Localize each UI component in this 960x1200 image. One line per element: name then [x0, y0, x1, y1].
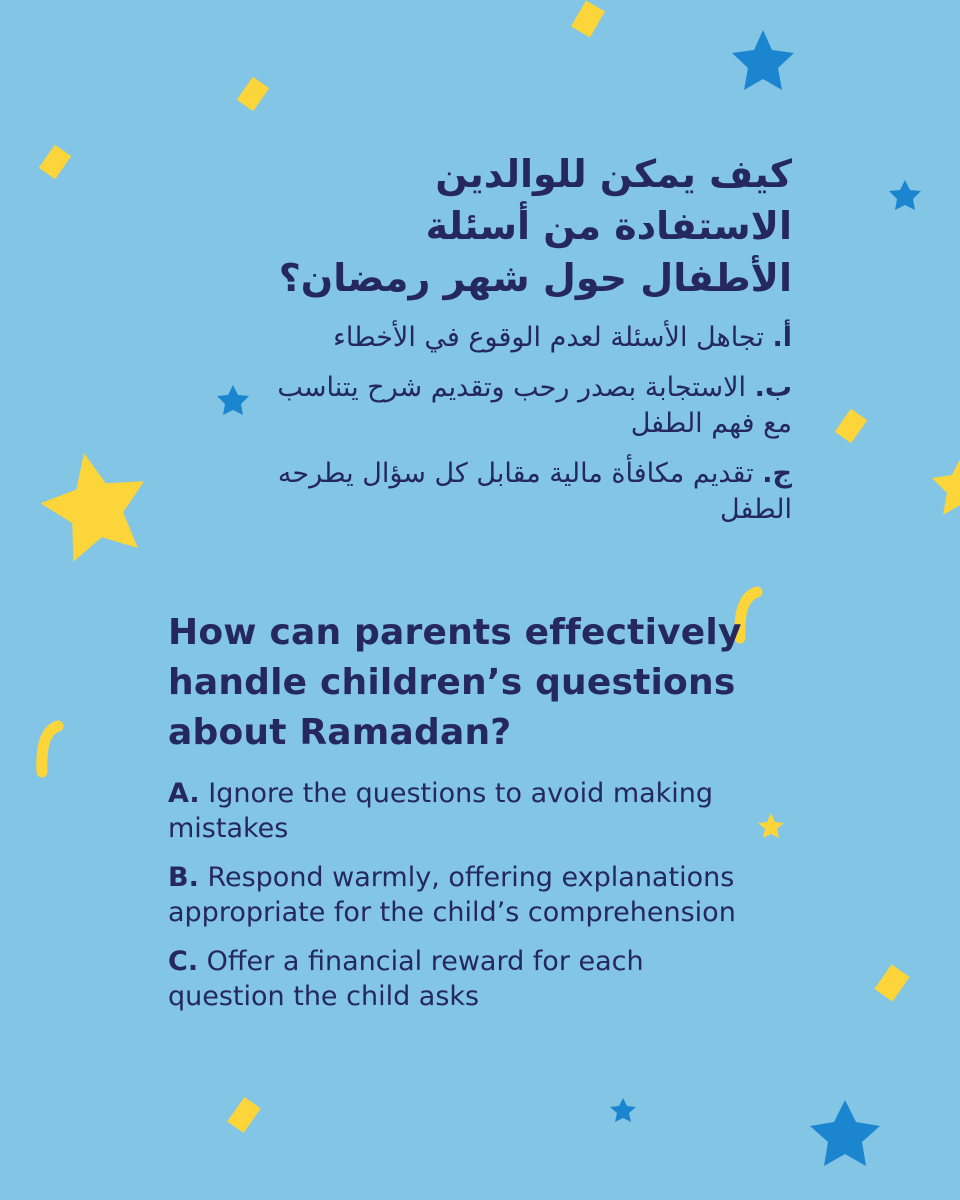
star-yellow-small	[758, 813, 784, 838]
star-blue-tiny-bottom	[610, 1098, 636, 1122]
star-yellow-large	[32, 442, 157, 566]
option-letter: A.	[168, 778, 200, 809]
english-option-c	[168, 944, 748, 1014]
arabic-options	[272, 320, 792, 542]
option-text: Offer a financial reward for each question the child asks	[168, 946, 644, 1012]
arabic-title-line-2: الاستفادة من أسئلة	[425, 204, 792, 248]
star-blue-small-left	[217, 385, 249, 415]
english-title-line-1: How can parents effectively	[168, 612, 742, 653]
confetti-yellow-1	[571, 1, 605, 38]
option-letter: ج.	[762, 458, 792, 489]
option-text: Respond warmly, offering explanations appropriate for the child’s comprehension	[168, 862, 736, 928]
english-options	[168, 776, 748, 1028]
option-text: تقديم مكافأة مالية مقابل كل سؤال يطرحه الطفل	[277, 458, 792, 525]
option-letter: C.	[168, 946, 199, 977]
curl-yellow-left	[42, 726, 58, 772]
star-yellow-edge	[932, 455, 960, 515]
option-text: الاستجابة بصدر رحب وتقديم شرح يتناسب مع فهم الطفل	[277, 372, 792, 439]
english-option-b	[168, 860, 748, 930]
confetti-yellow-4	[835, 409, 867, 443]
star-blue-small-right	[889, 180, 921, 210]
arabic-question-title	[272, 148, 792, 304]
arabic-option-a	[272, 320, 792, 356]
star-blue-large-bottom	[810, 1100, 880, 1166]
english-option-a	[168, 776, 748, 846]
confetti-yellow-3	[39, 145, 71, 179]
confetti-yellow-2	[237, 77, 269, 111]
arabic-option-b	[272, 370, 792, 442]
english-title-line-3: about Ramadan?	[168, 712, 512, 753]
arabic-title-line-1: كيف يمكن للوالدين	[435, 152, 792, 196]
english-question-title	[168, 608, 768, 758]
confetti-yellow-5	[874, 964, 909, 1001]
option-letter: B.	[168, 862, 199, 893]
option-letter: ب.	[754, 372, 792, 403]
option-text: تجاهل الأسئلة لعدم الوقوع في الأخطاء	[333, 322, 764, 353]
confetti-yellow-6	[227, 1097, 261, 1133]
arabic-title-line-3: الأطفال حول شهر رمضان؟	[278, 256, 792, 300]
english-title-line-2: handle children’s questions	[168, 662, 736, 703]
arabic-option-c	[272, 456, 792, 528]
option-letter: أ.	[772, 322, 792, 353]
option-text: Ignore the questions to avoid making mistakes	[168, 778, 714, 844]
star-blue-large-top	[732, 30, 794, 90]
